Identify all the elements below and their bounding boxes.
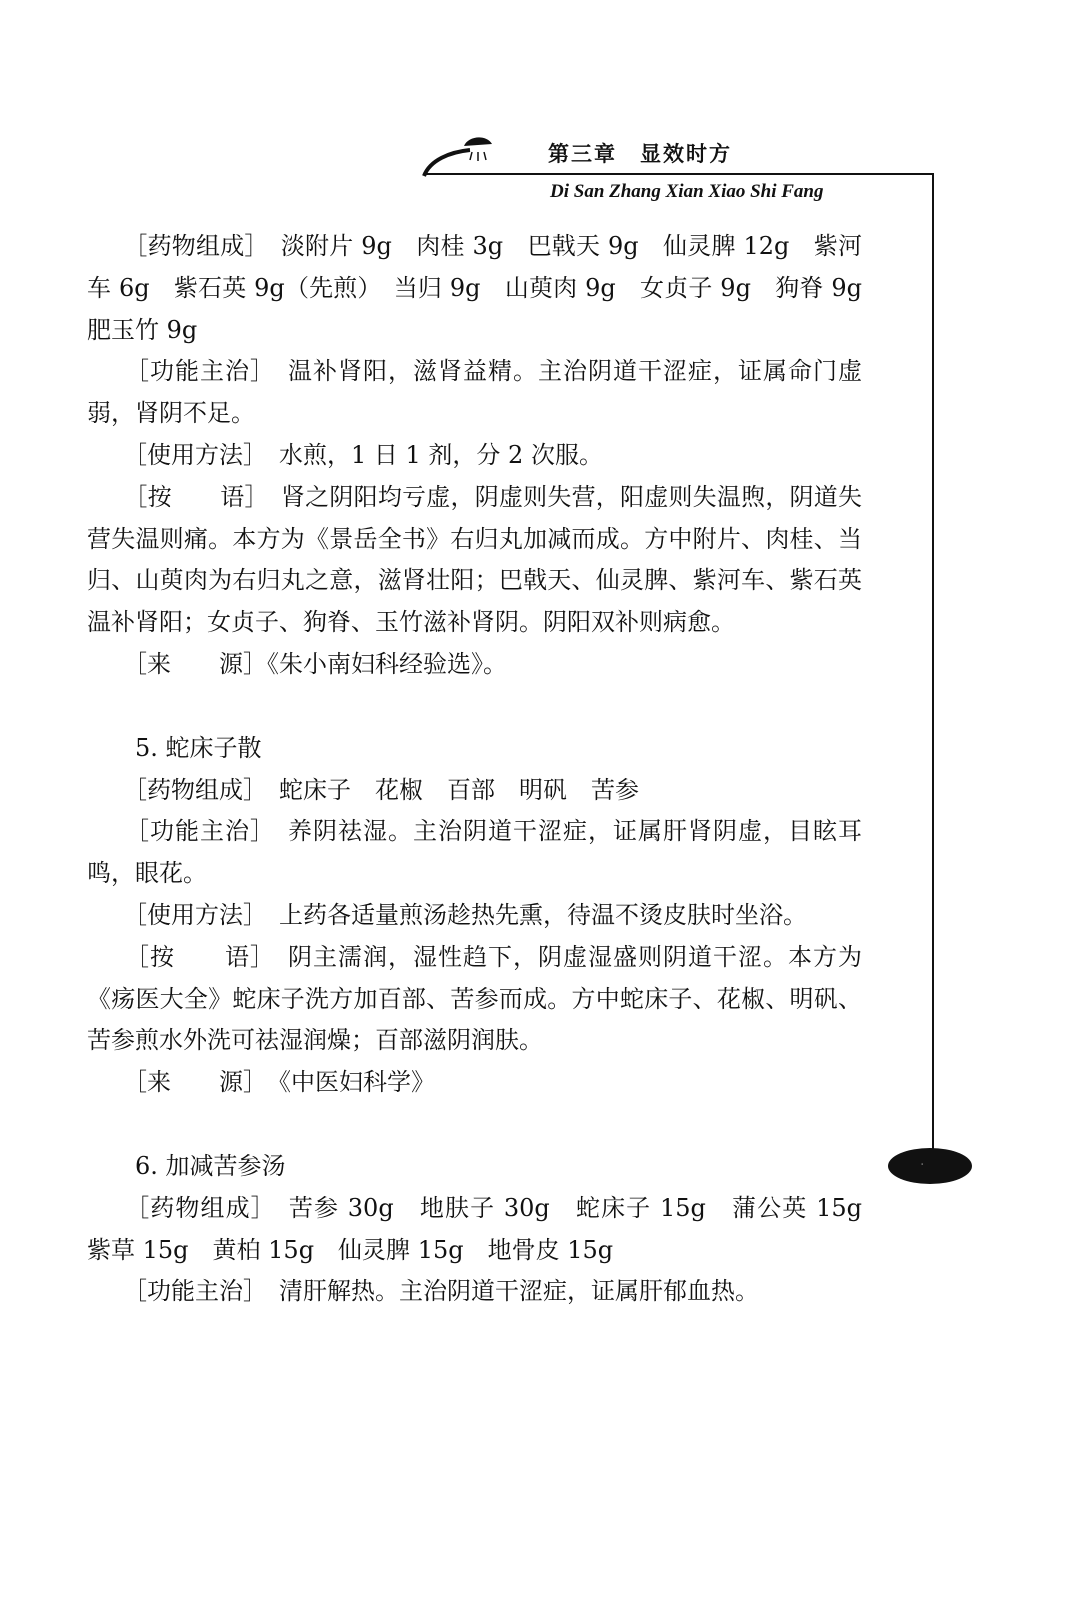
formula-ingredients: ［药物组成］ 蛇床子 花椒 百部 明矾 苦参 [87,775,639,804]
page-body [87,226,886,1313]
formula-ingredients: ［药物组成］ 淡附片 9g 肉桂 3g 巴戟天 9g 仙灵脾 12g 紫河车 6g 紫石英 9g（先煎） 当归 9g 山萸肉 9g 女贞子 9g 狗脊 9g 肥玉竹 9g [87,232,886,344]
page-number-tab [888,1148,972,1184]
chapter-title: 第三章 显效时方 [548,142,732,166]
page-number-mark: · [920,1157,925,1173]
section-heading: 5. 蛇床子散 [87,733,262,762]
section-gap [87,686,862,728]
formula-function: ［功能主治］ 温补肾阳，滋肾益精。主治阴道干涩症，证属命门虚弱，肾阴不足。 [87,357,862,428]
chapter-pinyin: Di San Zhang Xian Xiao Shi Fang [550,181,824,202]
section-heading: 6. 加减苦参汤 [87,1151,286,1180]
formula-commentary: ［按 语］ 阴主濡润，湿性趋下，阴虚湿盛则阴道干涩。本方为《疡医大全》蛇床子洗方加百部、苦参而成。方中蛇床子、花椒、明矾、苦参煎水外洗可祛湿润燥；百部滋阴润肤。 [87,942,862,1055]
formula-function: ［功能主治］ 养阴祛湿。主治阴道干涩症，证属肝肾阴虚，目眩耳鸣，眼花。 [87,817,862,888]
formula-source: ［来 源］ 《中医妇科学》 [87,1068,435,1097]
formula-commentary: ［按 语］ 肾之阴阳均亏虚，阴虚则失营，阳虚则失温煦，阴道失营失温则痛。本方为《景岳全书》右归丸加减而成。方中附片、肉桂、当归、山萸肉为右归丸之意，滋肾壮阳；巴戟天、仙灵脾、紫河车、紫石英温补肾阳；女贞子、狗脊、玉竹滋补肾阴。阴阳双补则病愈。 [87,482,862,637]
formula-source: ［来 源］《朱小南妇科经验选》。 [87,649,507,678]
formula-function: ［功能主治］ 清肝解热。主治阴道干涩症，证属肝郁血热。 [87,1277,759,1306]
formula-usage: ［使用方法］ 上药各适量煎汤趁热先熏，待温不烫皮肤时坐浴。 [87,900,807,929]
section-gap [87,1104,862,1146]
formula-ingredients: ［药物组成］ 苦参 30g 地肤子 30g 蛇床子 15g 蒲公英 15g 紫草 15g 黄柏 15g 仙灵脾 15g 地骨皮 15g [87,1193,886,1264]
formula-usage: ［使用方法］ 水煎，1 日 1 剂，分 2 次服。 [87,440,603,469]
